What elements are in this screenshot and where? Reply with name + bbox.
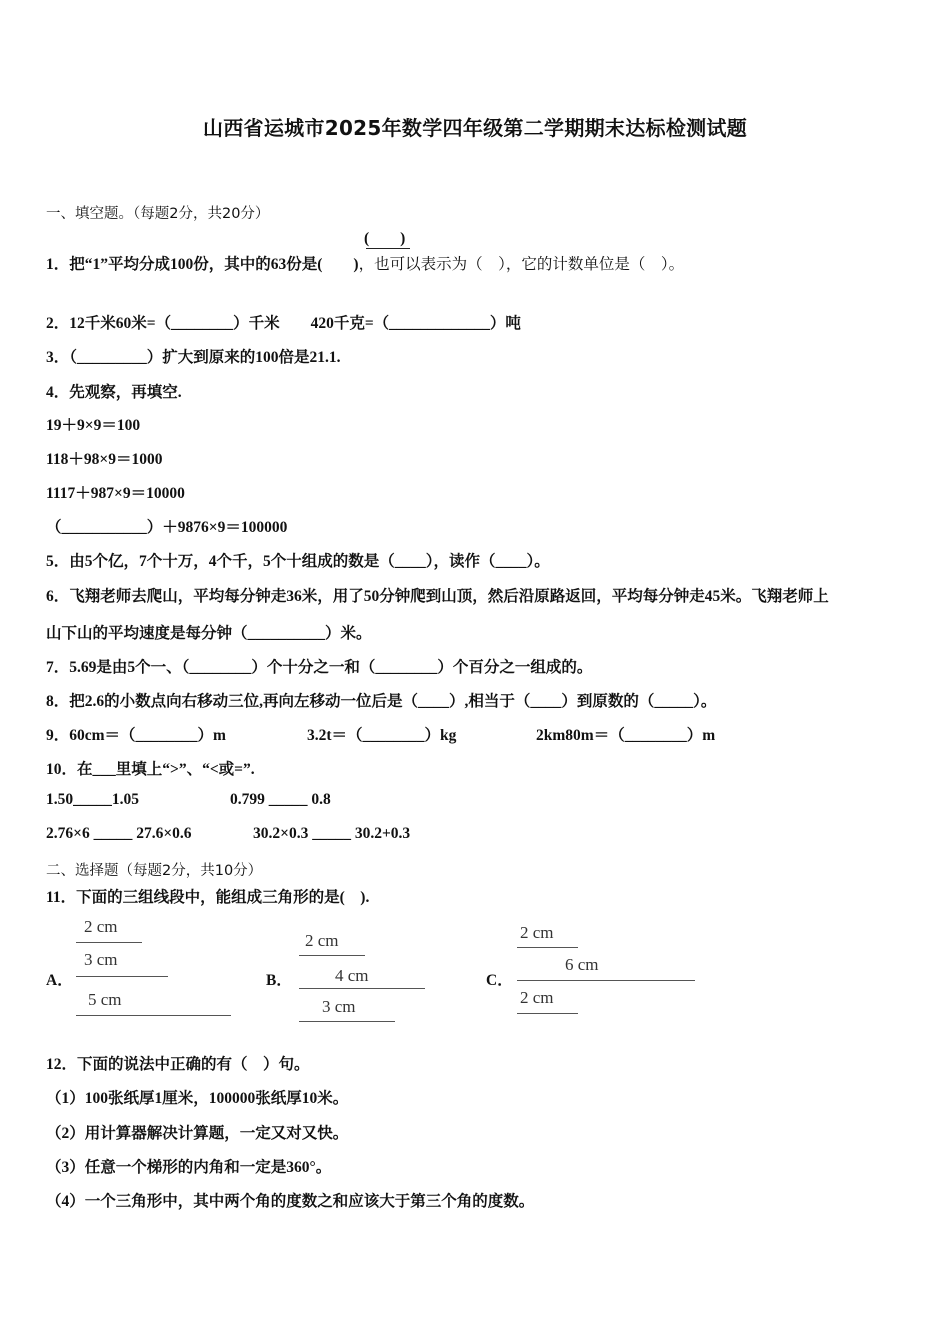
fraction-bar	[366, 248, 410, 249]
q10-compare-4: 30.2×0.3 _____ 30.2+0.3	[253, 825, 411, 842]
q12-statement-2: （2）用计算器解决计算题，一定又对又快。	[46, 1125, 349, 1142]
segment-line-c3	[517, 1013, 578, 1014]
page-title: 山西省运城市2025年数学四年级第二学期期末达标检测试题	[202, 116, 748, 140]
q10-compare-1: 1.50_____1.05	[46, 791, 139, 808]
q10-compare-2: 0.799 _____ 0.8	[230, 791, 331, 808]
question-1	[46, 252, 684, 274]
segment-label-c3: 2 cm	[520, 988, 554, 1007]
section-heading-choice: 二、选择题（每题2分，共10分）	[46, 863, 263, 879]
question-11: 11．下面的三组线段中，能组成三角形的是( ).	[46, 889, 370, 906]
segment-label-a1: 2 cm	[84, 917, 118, 936]
question-8: 8．把2.6的小数点向右移动三位,再向左移动一位后是（____）,相当于（____）到原数的（_____）。	[46, 693, 717, 710]
option-letter-b: B．	[266, 972, 292, 989]
question-9a: 9．60cm＝（________）m	[46, 727, 226, 744]
section-heading-fill-blank: 一、填空题。（每题2分，共20分）	[46, 206, 270, 222]
question-9c: 2km80m＝（________）m	[536, 727, 716, 744]
question-2: 2．12千米60米=（________）千米 420千克=（_____________）吨	[46, 315, 521, 332]
segment-line-c2	[517, 980, 695, 981]
segment-line-a2	[76, 976, 168, 977]
fraction-denominator: ( )	[317, 256, 359, 273]
question-12: 12．下面的说法中正确的有（ ）句。	[46, 1056, 310, 1073]
option-letter-c: C．	[486, 972, 513, 989]
segment-line-a3	[76, 1015, 231, 1016]
question-4: 4．先观察，再填空.	[46, 384, 182, 401]
q1-suffix: ，也可以表示为（ ），它的计数单位是（ ）。	[358, 256, 685, 273]
q1-prefix: 1．把“1”平均分成100份，其中的63份是	[46, 256, 318, 273]
fraction-numerator: ( )	[364, 230, 406, 247]
q12-statement-1: （1）100张纸厚1厘米，100000张纸厚10米。	[46, 1090, 349, 1107]
segment-label-a3: 5 cm	[88, 990, 122, 1009]
q4-line-4: （___________）＋9876×9＝100000	[46, 519, 288, 536]
q12-statement-4: （4）一个三角形中，其中两个角的度数之和应该大于第三个角的度数。	[46, 1193, 535, 1210]
segment-line-b2	[299, 988, 425, 989]
q10-compare-3: 2.76×6 _____ 27.6×0.6	[46, 825, 192, 842]
question-3: 3．（_________）扩大到原来的100倍是21.1.	[46, 349, 341, 366]
q4-line-3: 1117＋987×9＝10000	[46, 485, 185, 502]
question-9b: 3.2t＝（________）kg	[307, 727, 457, 744]
question-6-line-1: 6．飞翔老师去爬山，平均每分钟走36米，用了50分钟爬到山顶，然后沿原路返回，平均每分钟走45米。飞翔老师上	[46, 588, 829, 605]
question-10: 10．在___里填上“>”、“<或=”.	[46, 761, 255, 778]
segment-line-b1	[299, 955, 365, 956]
segment-line-a1	[76, 942, 142, 943]
segment-label-b2: 4 cm	[335, 966, 369, 985]
q4-line-2: 118＋98×9＝1000	[46, 451, 163, 468]
question-5: 5．由5个亿，7个十万，4个千，5个十组成的数是（____），读作（____）。	[46, 553, 550, 570]
segment-label-b1: 2 cm	[305, 931, 339, 950]
segment-line-c1	[517, 947, 578, 948]
option-letter-a: A．	[46, 972, 73, 989]
q12-statement-3: （3）任意一个梯形的内角和一定是360°。	[46, 1159, 332, 1176]
question-7: 7．5.69是由5个一、（________）个十分之一和（________）个百分之一组成的。	[46, 659, 593, 676]
q4-line-1: 19＋9×9＝100	[46, 417, 141, 434]
segment-line-b3	[299, 1021, 395, 1022]
segment-label-a2: 3 cm	[84, 950, 118, 969]
segment-label-b3: 3 cm	[322, 997, 356, 1016]
question-6-line-2: 山下山的平均速度是每分钟（__________）米。	[46, 625, 372, 642]
segment-label-c2: 6 cm	[565, 955, 599, 974]
segment-label-c1: 2 cm	[520, 923, 554, 942]
